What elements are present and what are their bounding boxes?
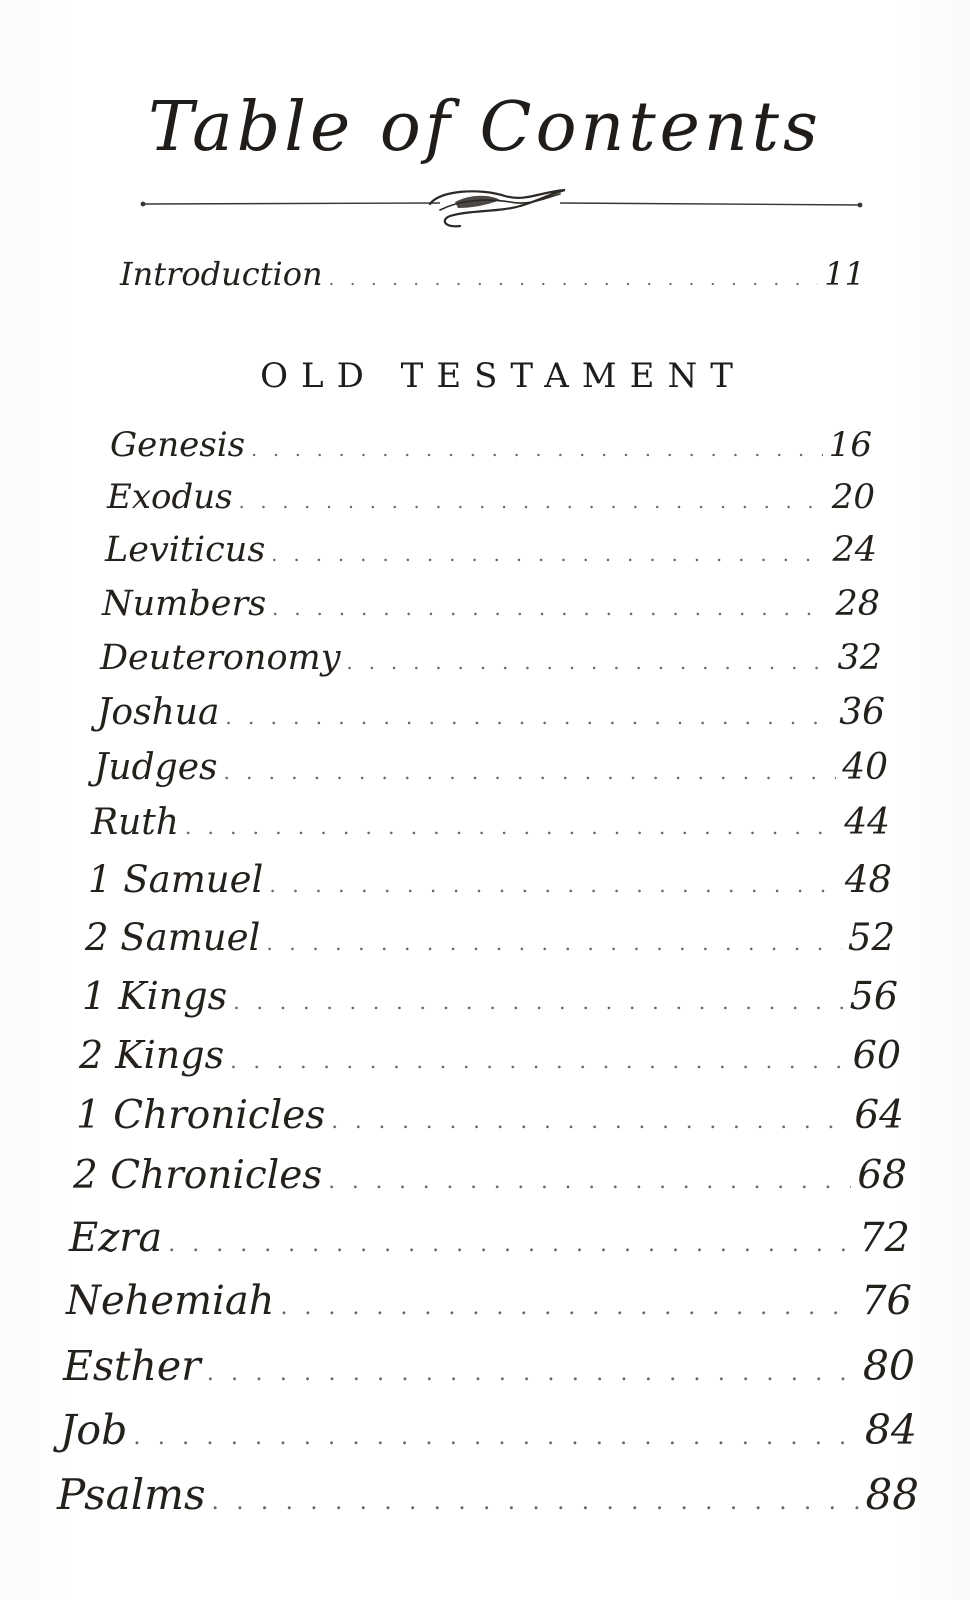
- dot-leader: [230, 1049, 847, 1073]
- toc-entry-row[interactable]: [88, 858, 892, 901]
- dot-leader: [251, 440, 823, 461]
- toc-entry-title: 1 Kings: [82, 974, 228, 1018]
- toc-page-number: 84: [864, 1406, 917, 1454]
- toc-entry-title: Introduction: [120, 255, 323, 293]
- dot-leader: [212, 1489, 860, 1515]
- toc-entry-row[interactable]: [57, 1470, 919, 1519]
- toc-entry-row[interactable]: [110, 425, 872, 465]
- toc-page-number: 80: [862, 1342, 915, 1390]
- toc-entry-title: Exodus: [107, 477, 233, 517]
- toc-entry-row[interactable]: [82, 974, 898, 1018]
- toc-entry-row[interactable]: [60, 1406, 917, 1454]
- dot-leader: [168, 1232, 853, 1257]
- dot-leader: [269, 873, 839, 897]
- dot-leader: [224, 761, 837, 784]
- toc-entry-row[interactable]: [79, 1033, 901, 1077]
- toc-entry-title: Nehemiah: [66, 1278, 275, 1324]
- toc-entry-row[interactable]: [91, 802, 890, 843]
- dot-leader: [207, 1360, 857, 1386]
- toc-entry-title: Numbers: [102, 584, 267, 624]
- dot-leader: [185, 816, 838, 839]
- toc-entry-row[interactable]: [66, 1278, 912, 1324]
- dot-leader: [331, 1109, 848, 1134]
- dot-leader: [346, 651, 831, 674]
- toc-entry-row[interactable]: [63, 1342, 915, 1390]
- toc-page-number: 72: [859, 1215, 910, 1261]
- toc-intro-row[interactable]: [120, 255, 865, 293]
- toc-entry-title: Genesis: [110, 425, 246, 465]
- dot-leader: [133, 1424, 858, 1450]
- toc-page-number: 16: [828, 425, 872, 465]
- toc-entry-title: Deuteronomy: [100, 638, 341, 678]
- toc-page-number: 24: [832, 530, 877, 570]
- toc-entry-row[interactable]: [85, 916, 895, 959]
- toc-page-number: 76: [861, 1278, 912, 1324]
- toc-page-number: 52: [847, 916, 895, 959]
- toc-page-number: 20: [831, 477, 875, 517]
- toc-entry-title: 2 Kings: [79, 1033, 225, 1077]
- toc-entry-row[interactable]: [97, 692, 885, 733]
- toc-entry-row[interactable]: [76, 1093, 904, 1138]
- toc-page-number: 56: [849, 974, 898, 1018]
- toc-page-number: 32: [837, 638, 882, 678]
- toc-entry-row[interactable]: [105, 530, 877, 570]
- toc-entry-title: Ruth: [91, 802, 179, 843]
- toc-entry-row[interactable]: [69, 1215, 910, 1261]
- toc-entry-title: 1 Samuel: [88, 858, 264, 901]
- toc-entry-title: 2 Samuel: [85, 916, 261, 959]
- toc-entry-title: Leviticus: [105, 530, 266, 570]
- toc-page-number: 28: [835, 584, 880, 624]
- toc-entry-title: Joshua: [97, 692, 220, 733]
- toc-entry-title: Ezra: [69, 1215, 163, 1261]
- toc-entry-title: 1 Chronicles: [76, 1093, 326, 1138]
- dot-leader: [225, 706, 833, 729]
- toc-entry-row[interactable]: [102, 584, 880, 624]
- page-title: Table of Contents: [148, 88, 822, 167]
- section-heading-old-testament: OLD TESTAMENT: [260, 356, 746, 396]
- dot-leader: [329, 270, 819, 290]
- toc-page-number: 48: [844, 858, 892, 901]
- toc-entry-title: Job: [60, 1406, 128, 1454]
- toc-page-number: 64: [854, 1093, 904, 1138]
- dot-leader: [239, 492, 826, 513]
- toc-entry-row[interactable]: [94, 747, 888, 788]
- toc-entry-title: 2 Chronicles: [73, 1153, 323, 1198]
- dot-leader: [266, 931, 842, 955]
- toc-page-number: 40: [842, 747, 888, 788]
- dot-leader: [272, 597, 829, 620]
- dot-leader: [233, 990, 844, 1014]
- toc-entry-title: Esther: [63, 1342, 201, 1390]
- toc-page-number: 60: [852, 1033, 901, 1077]
- toc-page-number: 44: [844, 802, 890, 843]
- toc-entry-title: Judges: [94, 747, 218, 788]
- toc-page-number: 11: [824, 255, 865, 293]
- toc-page-number: 68: [857, 1153, 907, 1198]
- toc-page-number: 88: [865, 1470, 919, 1519]
- dot-leader: [328, 1169, 851, 1194]
- toc-entry-title: Psalms: [57, 1470, 206, 1519]
- dot-leader: [271, 543, 826, 566]
- toc-entry-row[interactable]: [73, 1153, 907, 1198]
- toc-entry-row[interactable]: [107, 477, 875, 517]
- flourish-divider: [140, 180, 865, 240]
- toc-entry-row[interactable]: [100, 638, 882, 678]
- dot-leader: [280, 1295, 855, 1320]
- toc-page-number: 36: [839, 692, 885, 733]
